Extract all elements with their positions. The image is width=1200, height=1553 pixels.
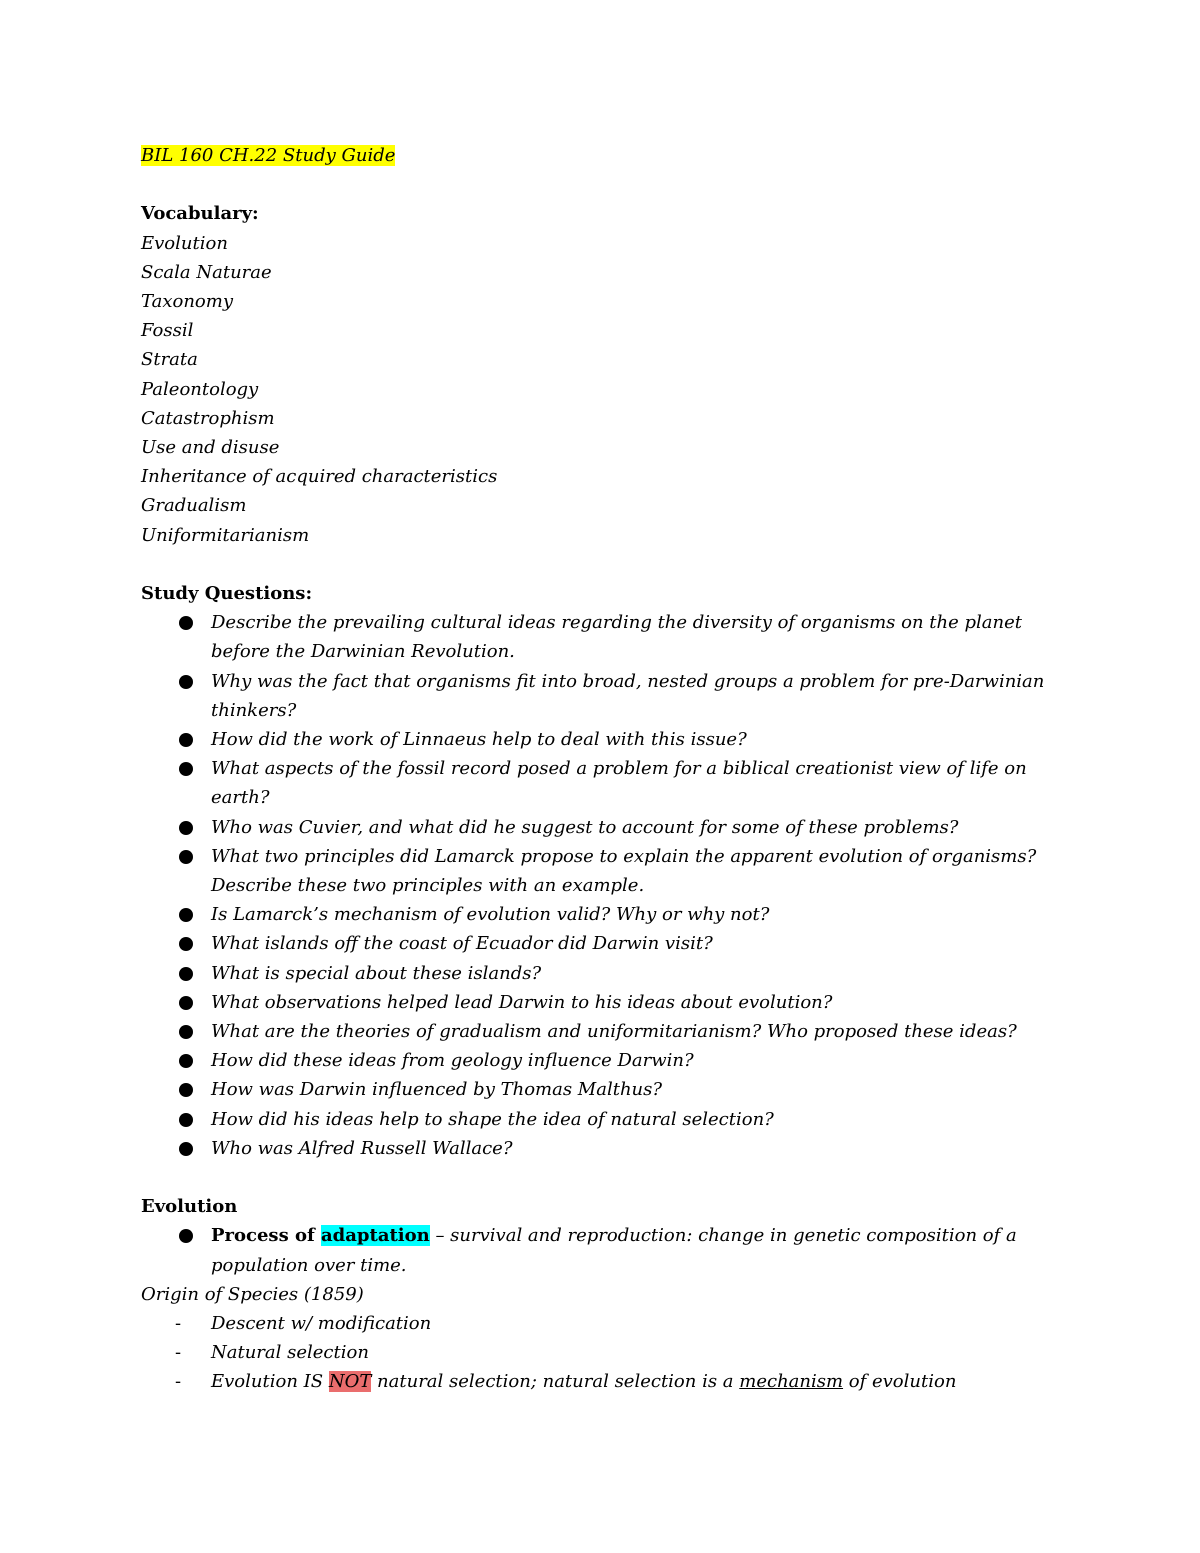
study-question-item xyxy=(141,608,1071,666)
study-question-item xyxy=(141,900,1071,929)
study-question-item xyxy=(141,754,1071,812)
spacer xyxy=(141,170,1071,199)
study-question-item xyxy=(141,1134,1071,1163)
study-question-text: How was Darwin influenced by Thomas Malthus? xyxy=(211,1079,663,1101)
study-question-text: What is special about these islands? xyxy=(211,962,542,984)
study-question-text: Is Lamarck’s mechanism of evolution valid? Why or why not? xyxy=(211,904,770,926)
vocabulary-term: Catastrophism xyxy=(141,407,275,429)
study-question-text: How did these ideas from geology influence Darwin? xyxy=(211,1050,694,1072)
bullet-icon xyxy=(179,616,193,630)
spacer xyxy=(141,550,1071,579)
study-question-text: Describe the prevailing cultural ideas regarding the diversity of organisms on the planet before the Darwinian Revolution. xyxy=(211,612,1022,663)
study-questions-list xyxy=(141,608,1071,1163)
dash-item-text: Descent w/ modification xyxy=(211,1313,432,1335)
dash-marker: - xyxy=(175,1371,182,1393)
dash-marker: - xyxy=(175,1342,182,1364)
bullet-icon xyxy=(179,1054,193,1068)
study-question-text: How did his ideas help to shape the idea of natural selection? xyxy=(211,1108,774,1130)
bullet-icon xyxy=(179,762,193,776)
study-question-item xyxy=(141,842,1071,900)
dash-marker: - xyxy=(175,1313,182,1335)
study-question-item xyxy=(141,667,1071,725)
dash-item xyxy=(141,1338,1071,1367)
dash-item-text: Natural selection xyxy=(211,1342,369,1364)
vocabulary-list xyxy=(141,229,1071,550)
mechanism-underlined: mechanism xyxy=(739,1371,844,1393)
study-question-text: What islands off the coast of Ecuador did Darwin visit? xyxy=(211,933,713,955)
evolution-process-item xyxy=(141,1221,1071,1279)
bullet-icon xyxy=(179,1083,193,1097)
study-question-item xyxy=(141,929,1071,958)
bullet-icon xyxy=(179,967,193,981)
bullet-icon xyxy=(179,1113,193,1127)
evolution-heading: Evolution xyxy=(141,1196,238,1218)
study-question-text: What aspects of the fossil record posed a problem for a biblical creationist view of life on earth? xyxy=(211,758,1027,809)
vocabulary-term: Uniformitarianism xyxy=(141,524,310,546)
process-description: – survival and reproduction: change in genetic composition of a population over time. xyxy=(211,1225,1017,1276)
study-question-item xyxy=(141,725,1071,754)
vocabulary-term: Strata xyxy=(141,349,198,371)
vocabulary-term: Scala Naturae xyxy=(141,261,272,283)
study-question-text: What observations helped lead Darwin to his ideas about evolution? xyxy=(211,991,833,1013)
bullet-icon xyxy=(179,1025,193,1039)
dash-item xyxy=(141,1367,1071,1396)
dash-item-text-part: Evolution IS xyxy=(211,1371,329,1393)
vocabulary-heading: Vocabulary: xyxy=(141,203,259,225)
spacer xyxy=(141,1163,1071,1192)
vocabulary-term: Evolution xyxy=(141,232,228,254)
adaptation-term: adaptation xyxy=(321,1225,430,1247)
bullet-icon xyxy=(179,937,193,951)
dash-item-text-part: of evolution xyxy=(843,1371,957,1393)
study-question-item xyxy=(141,1105,1071,1134)
study-question-item xyxy=(141,988,1071,1017)
not-highlight: NOT xyxy=(328,1371,372,1393)
bullet-icon xyxy=(179,1142,193,1156)
evolution-bullet-list xyxy=(141,1221,1071,1279)
bullet-icon xyxy=(179,996,193,1010)
study-question-item xyxy=(141,959,1071,988)
study-question-item xyxy=(141,1017,1071,1046)
bullet-icon xyxy=(179,1229,193,1243)
study-question-item xyxy=(141,813,1071,842)
bullet-icon xyxy=(179,733,193,747)
study-question-text: Who was Alfred Russell Wallace? xyxy=(211,1137,513,1159)
study-question-text: What two principles did Lamarck propose to explain the apparent evolution of organisms? Describe these two principles with an example. xyxy=(211,845,1037,897)
study-question-item xyxy=(141,1075,1071,1104)
dash-item-text-part: natural selection; natural selection is a xyxy=(371,1371,740,1393)
document-title xyxy=(141,141,1071,170)
bullet-icon xyxy=(179,821,193,835)
bullet-icon xyxy=(179,675,193,689)
study-question-text: How did the work of Linnaeus help to deal with this issue? xyxy=(211,729,747,751)
study-question-text: Why was the fact that organisms fit into broad, nested groups a problem for pre-Darwinian thinkers? xyxy=(211,670,1045,721)
vocabulary-term: Use and disuse xyxy=(141,437,280,459)
vocabulary-term: Taxonomy xyxy=(141,291,233,312)
vocabulary-term: Gradualism xyxy=(141,495,247,517)
evolution-dash-list xyxy=(141,1309,1071,1397)
vocabulary-term: Paleontology xyxy=(141,378,259,400)
bullet-icon xyxy=(179,850,193,864)
vocabulary-term: Inheritance of acquired characteristics xyxy=(141,466,498,488)
study-questions-heading: Study Questions: xyxy=(141,583,313,605)
origin-of-species-line: Origin of Species (1859) xyxy=(141,1283,364,1305)
bullet-icon xyxy=(179,908,193,922)
vocabulary-term: Fossil xyxy=(141,320,194,342)
document-page xyxy=(141,141,1071,1397)
title-text: BIL 160 CH.22 Study Guide xyxy=(141,145,396,166)
study-question-text: Who was Cuvier, and what did he suggest to account for some of these problems? xyxy=(211,816,959,838)
study-question-text: What are the theories of gradualism and uniformitarianism? Who proposed these ideas? xyxy=(211,1021,1017,1043)
study-question-item xyxy=(141,1046,1071,1075)
dash-item xyxy=(141,1309,1071,1338)
process-prefix: Process of xyxy=(211,1225,321,1247)
